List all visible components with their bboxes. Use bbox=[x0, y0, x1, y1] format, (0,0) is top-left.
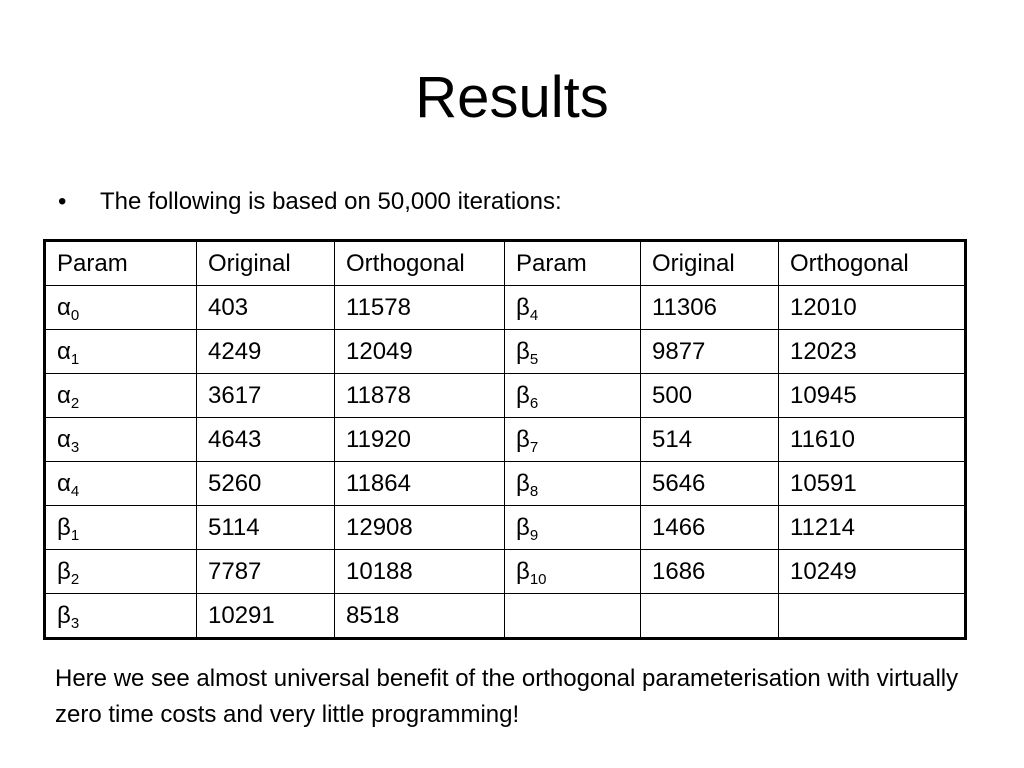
value-cell: 11920 bbox=[335, 418, 505, 462]
value-cell: 5260 bbox=[197, 462, 335, 506]
value-cell: 11306 bbox=[641, 286, 779, 330]
param-subscript: 10 bbox=[529, 570, 547, 588]
table-row bbox=[45, 506, 966, 550]
table-row bbox=[45, 462, 966, 506]
value-cell: 10591 bbox=[779, 462, 966, 506]
param-cell bbox=[45, 374, 197, 418]
param-subscript: 1 bbox=[70, 526, 80, 544]
value-cell: 11578 bbox=[335, 286, 505, 330]
value-cell: 12908 bbox=[335, 506, 505, 550]
param-subscript: 0 bbox=[70, 306, 80, 324]
value-cell: 9877 bbox=[641, 330, 779, 374]
value-cell: 10945 bbox=[779, 374, 966, 418]
table-row bbox=[45, 594, 966, 639]
header-cell: Orthogonal bbox=[779, 241, 966, 286]
value-cell: 11878 bbox=[335, 374, 505, 418]
value-cell: 7787 bbox=[197, 550, 335, 594]
table-row bbox=[45, 374, 966, 418]
header-cell: Param bbox=[505, 241, 641, 286]
param-symbol: β bbox=[516, 425, 530, 453]
header-cell: Orthogonal bbox=[335, 241, 505, 286]
header-cell: Original bbox=[197, 241, 335, 286]
value-cell: 12023 bbox=[779, 330, 966, 374]
param-subscript: 6 bbox=[529, 394, 539, 412]
value-cell: 10249 bbox=[779, 550, 966, 594]
value-cell: 1466 bbox=[641, 506, 779, 550]
param-subscript: 8 bbox=[529, 482, 539, 500]
param-subscript: 2 bbox=[70, 394, 80, 412]
param-symbol: α bbox=[57, 381, 71, 409]
bullet-point bbox=[58, 186, 562, 218]
value-cell: 3617 bbox=[197, 374, 335, 418]
param-cell bbox=[505, 418, 641, 462]
value-cell: 11864 bbox=[335, 462, 505, 506]
value-cell: 514 bbox=[641, 418, 779, 462]
value-cell: 12010 bbox=[779, 286, 966, 330]
param-cell bbox=[45, 550, 197, 594]
param-cell bbox=[45, 286, 197, 330]
param-subscript: 7 bbox=[529, 438, 539, 456]
param-cell bbox=[505, 330, 641, 374]
results-table-body bbox=[45, 241, 966, 639]
table-row bbox=[45, 330, 966, 374]
value-cell: 12049 bbox=[335, 330, 505, 374]
value-cell: 11610 bbox=[779, 418, 966, 462]
table-row bbox=[45, 286, 966, 330]
table-header-row bbox=[45, 241, 966, 286]
param-subscript: 1 bbox=[70, 350, 80, 368]
value-cell: 10188 bbox=[335, 550, 505, 594]
param-subscript: 3 bbox=[70, 614, 80, 632]
param-symbol: α bbox=[57, 469, 71, 497]
param-cell bbox=[45, 594, 197, 639]
param-subscript: 3 bbox=[70, 438, 80, 456]
value-cell: 5646 bbox=[641, 462, 779, 506]
bullet-text: The following is based on 50,000 iterations: bbox=[100, 188, 562, 215]
table-row bbox=[45, 550, 966, 594]
param-subscript: 9 bbox=[529, 526, 539, 544]
param-symbol: α bbox=[57, 293, 71, 321]
param-cell bbox=[45, 418, 197, 462]
param-cell bbox=[45, 506, 197, 550]
empty-cell bbox=[505, 594, 641, 639]
param-subscript: 2 bbox=[70, 570, 80, 588]
param-cell bbox=[505, 374, 641, 418]
header-cell: Param bbox=[45, 241, 197, 286]
table-row bbox=[45, 418, 966, 462]
empty-cell bbox=[641, 594, 779, 639]
bullet-dot-icon: • bbox=[58, 188, 67, 215]
param-cell bbox=[45, 330, 197, 374]
param-subscript: 5 bbox=[529, 350, 539, 368]
value-cell: 8518 bbox=[335, 594, 505, 639]
value-cell: 11214 bbox=[779, 506, 966, 550]
value-cell: 5114 bbox=[197, 506, 335, 550]
param-symbol: β bbox=[516, 513, 530, 541]
param-cell bbox=[505, 506, 641, 550]
param-subscript: 4 bbox=[529, 306, 539, 324]
param-cell bbox=[505, 550, 641, 594]
empty-cell bbox=[779, 594, 966, 639]
results-table bbox=[43, 239, 967, 640]
value-cell: 4249 bbox=[197, 330, 335, 374]
param-cell bbox=[505, 462, 641, 506]
conclusion-text: Here we see almost universal benefit of the orthogonal parameterisation with virtually zero time costs and very little programming! bbox=[55, 665, 959, 728]
slide-title: Results bbox=[415, 65, 609, 130]
param-cell bbox=[505, 286, 641, 330]
param-cell bbox=[45, 462, 197, 506]
header-cell: Original bbox=[641, 241, 779, 286]
value-cell: 1686 bbox=[641, 550, 779, 594]
value-cell: 4643 bbox=[197, 418, 335, 462]
value-cell: 10291 bbox=[197, 594, 335, 639]
param-symbol: β bbox=[57, 513, 71, 541]
value-cell: 500 bbox=[641, 374, 779, 418]
param-subscript: 4 bbox=[70, 482, 80, 500]
param-symbol: β bbox=[57, 601, 71, 629]
param-symbol: β bbox=[516, 293, 530, 321]
param-symbol: α bbox=[57, 337, 71, 365]
value-cell: 403 bbox=[197, 286, 335, 330]
param-symbol: β bbox=[516, 381, 530, 409]
param-symbol: β bbox=[57, 557, 71, 585]
param-symbol: α bbox=[57, 425, 71, 453]
param-symbol: β bbox=[516, 469, 530, 497]
param-symbol: β bbox=[516, 337, 530, 365]
param-symbol: β bbox=[516, 557, 530, 585]
